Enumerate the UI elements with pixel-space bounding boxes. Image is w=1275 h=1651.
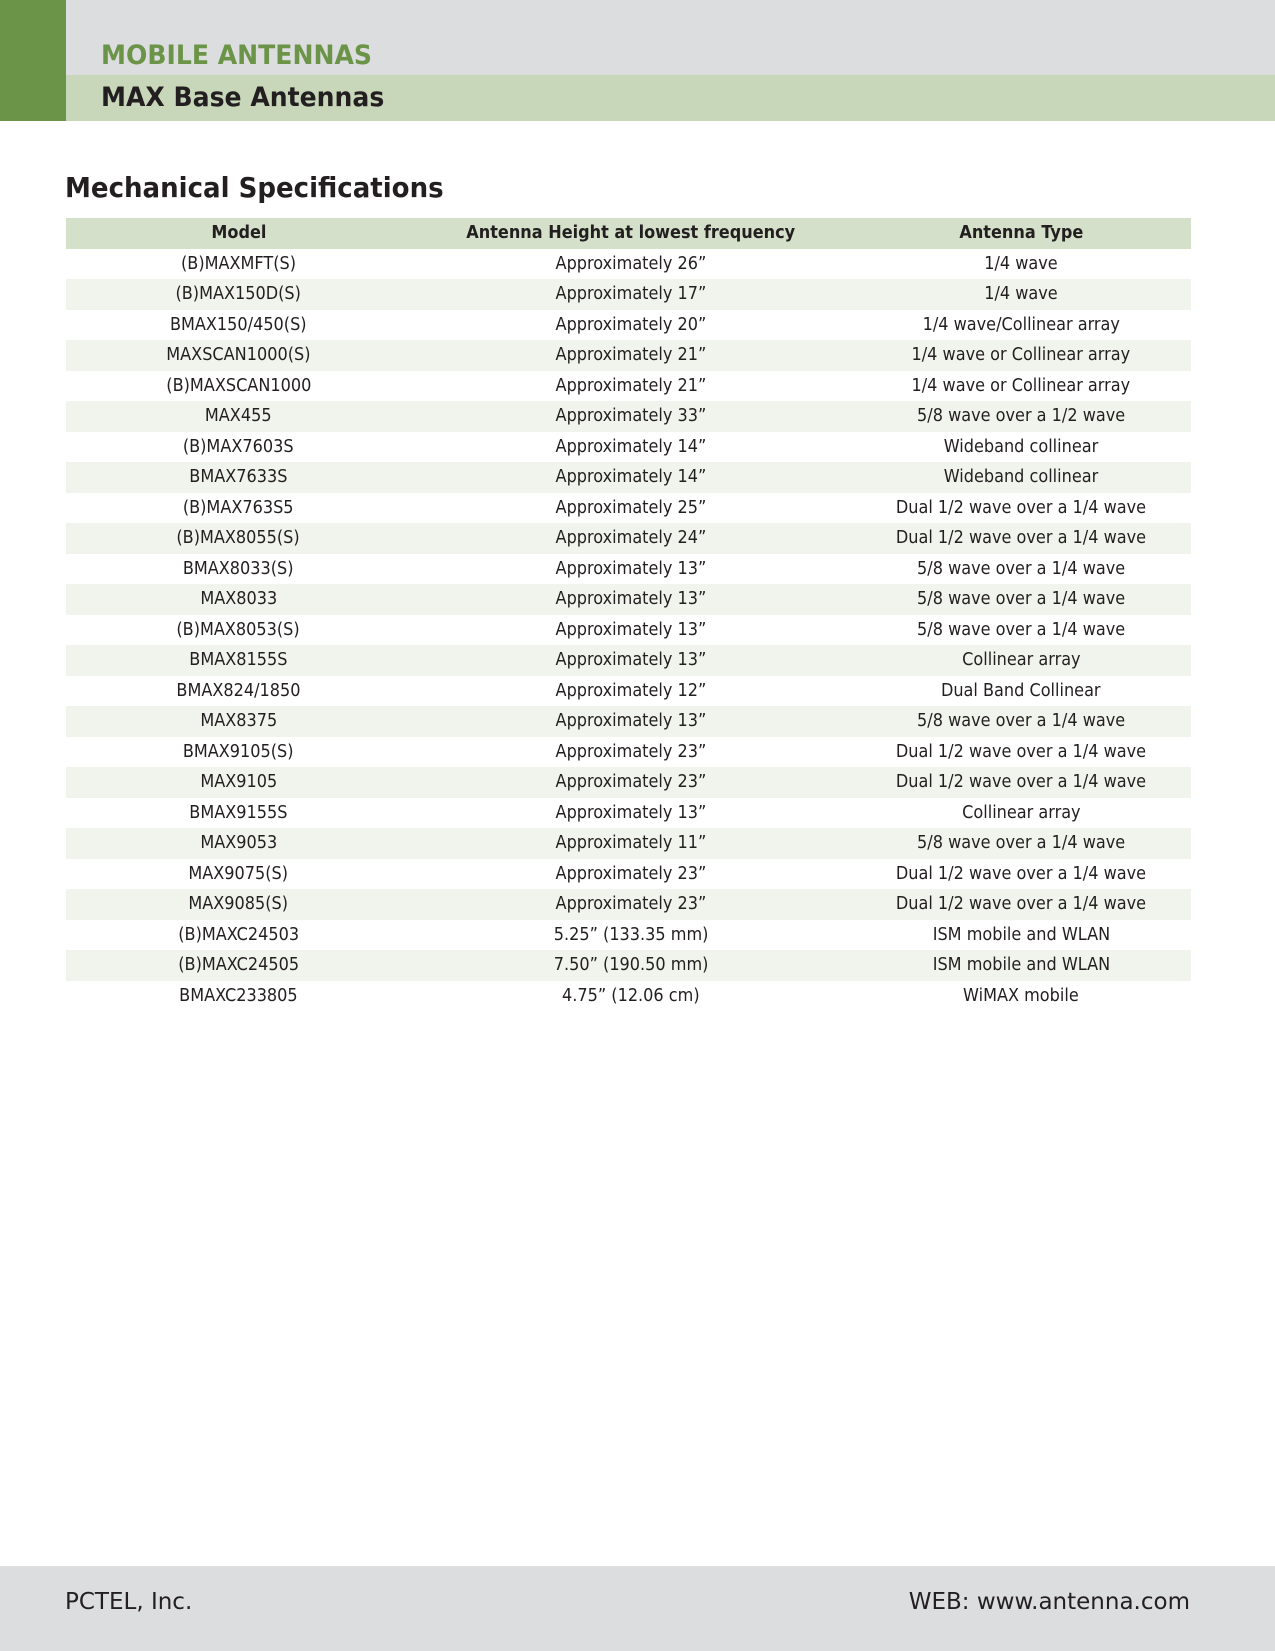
- antenna-height-cell: 4.75” (12.06 cm): [562, 985, 700, 1006]
- table-row: [66, 828, 1191, 859]
- antenna-height-cell: Approximately 12”: [555, 680, 707, 701]
- table-row: [66, 310, 1191, 341]
- antenna-type-cell: Dual 1/2 wave over a 1/4 wave: [895, 497, 1147, 518]
- antenna-height-cell: Approximately 23”: [411, 889, 851, 920]
- antenna-type-cell: Collinear array: [961, 802, 1081, 823]
- model-cell: BMAXC233805: [179, 985, 298, 1006]
- antenna-type-cell: 1/4 wave or Collinear array: [911, 375, 1131, 396]
- table-row: [66, 981, 1191, 1012]
- footer-company: PCTEL, Inc.: [65, 1589, 193, 1615]
- table-row: [66, 645, 1191, 676]
- antenna-height-cell: Approximately 33”: [411, 401, 851, 432]
- antenna-height-cell: Approximately 13”: [555, 558, 707, 579]
- antenna-height-cell: Approximately 11”: [411, 828, 851, 859]
- antenna-type-cell: 1/4 wave/Collinear array: [922, 314, 1120, 335]
- table-row: [66, 889, 1191, 920]
- column-header-antenna-type: Antenna Type: [851, 218, 1191, 249]
- antenna-type-cell: 5/8 wave over a 1/4 wave: [851, 828, 1191, 859]
- antenna-height-cell: Approximately 24”: [411, 523, 851, 554]
- antenna-type-cell: 5/8 wave over a 1/4 wave: [916, 619, 1126, 640]
- antenna-height-cell: Approximately 13”: [555, 802, 707, 823]
- antenna-type-cell: Dual 1/2 wave over a 1/4 wave: [895, 863, 1147, 884]
- antenna-height-cell: Approximately 23”: [411, 767, 851, 798]
- table-row: [66, 462, 1191, 493]
- antenna-height-cell: Approximately 14”: [411, 462, 851, 493]
- model-cell: (B)MAX7603S: [183, 436, 294, 457]
- antenna-type-cell: Collinear array: [851, 645, 1191, 676]
- model-cell: MAX9053: [66, 828, 411, 859]
- antenna-type-cell: Dual 1/2 wave over a 1/4 wave: [895, 741, 1147, 762]
- section-title: Mechanical Specifications: [65, 171, 444, 204]
- model-cell: MAX8033: [66, 584, 411, 615]
- model-cell: (B)MAX8055(S): [66, 523, 411, 554]
- table-row: [66, 737, 1191, 768]
- antenna-height-cell: 7.50” (190.50 mm): [411, 950, 851, 981]
- table-row: [66, 493, 1191, 524]
- model-cell: BMAX824/1850: [176, 680, 301, 701]
- antenna-height-cell: Approximately 13”: [555, 619, 707, 640]
- antenna-height-cell: Approximately 20”: [555, 314, 707, 335]
- antenna-type-cell: 5/8 wave over a 1/2 wave: [851, 401, 1191, 432]
- antenna-height-cell: Approximately 14”: [555, 436, 707, 457]
- antenna-height-cell: Approximately 23”: [555, 741, 707, 762]
- model-cell: BMAX7633S: [66, 462, 411, 493]
- antenna-type-cell: Dual 1/2 wave over a 1/4 wave: [851, 523, 1191, 554]
- model-cell: MAX9105: [66, 767, 411, 798]
- model-cell: BMAX8033(S): [183, 558, 294, 579]
- antenna-type-cell: 1/4 wave: [851, 279, 1191, 310]
- table-row: [66, 401, 1191, 432]
- column-header-antenna-height: Antenna Height at lowest frequency: [411, 218, 851, 249]
- header-accent-bar: [0, 0, 66, 121]
- model-cell: (B)MAX8053(S): [176, 619, 301, 640]
- table-row: [66, 676, 1191, 707]
- model-cell: MAX9075(S): [188, 863, 289, 884]
- column-header-model: Model: [66, 218, 411, 249]
- table-row: [66, 279, 1191, 310]
- antenna-height-cell: 5.25” (133.35 mm): [553, 924, 709, 945]
- model-cell: MAX9085(S): [66, 889, 411, 920]
- table-row: [66, 706, 1191, 737]
- antenna-type-cell: WiMAX mobile: [963, 985, 1079, 1006]
- antenna-height-cell: Approximately 13”: [411, 706, 851, 737]
- table-row: [66, 554, 1191, 585]
- antenna-type-cell: Wideband collinear: [851, 462, 1191, 493]
- table-row: [66, 950, 1191, 981]
- model-cell: (B)MAXSCAN1000: [165, 375, 312, 396]
- antenna-type-cell: Wideband collinear: [943, 436, 1099, 457]
- table-row: [66, 859, 1191, 890]
- antenna-type-cell: ISM mobile and WLAN: [932, 924, 1110, 945]
- table-row: [66, 249, 1191, 280]
- table-row: [66, 432, 1191, 463]
- antenna-height-cell: Approximately 21”: [411, 340, 851, 371]
- model-cell: (B)MAX150D(S): [66, 279, 411, 310]
- model-cell: MAXSCAN1000(S): [66, 340, 411, 371]
- specifications-table: [66, 218, 1191, 1011]
- table-row: [66, 340, 1191, 371]
- antenna-type-cell: 5/8 wave over a 1/4 wave: [851, 706, 1191, 737]
- model-cell: (B)MAXC24503: [178, 924, 299, 945]
- antenna-type-cell: 1/4 wave: [984, 253, 1058, 274]
- antenna-type-cell: 5/8 wave over a 1/4 wave: [916, 558, 1126, 579]
- table-row: [66, 615, 1191, 646]
- antenna-type-cell: Dual 1/2 wave over a 1/4 wave: [851, 889, 1191, 920]
- table-body: [66, 249, 1191, 1012]
- model-cell: BMAX9155S: [189, 802, 288, 823]
- model-cell: BMAX8155S: [66, 645, 411, 676]
- table-row: [66, 798, 1191, 829]
- table-header-row: [66, 218, 1191, 249]
- model-cell: MAX8375: [66, 706, 411, 737]
- antenna-height-cell: Approximately 13”: [411, 645, 851, 676]
- antenna-type-cell: ISM mobile and WLAN: [851, 950, 1191, 981]
- antenna-height-cell: Approximately 13”: [411, 584, 851, 615]
- model-cell: BMAX150/450(S): [170, 314, 307, 335]
- footer-web-address: WEB: www.antenna.com: [908, 1589, 1190, 1615]
- antenna-type-cell: Dual Band Collinear: [941, 680, 1101, 701]
- model-cell: MAX455: [66, 401, 411, 432]
- product-line-title: MAX Base Antennas: [101, 82, 385, 113]
- category-title: MOBILE ANTENNAS: [101, 40, 372, 71]
- antenna-type-cell: 1/4 wave or Collinear array: [851, 340, 1191, 371]
- table-row: [66, 371, 1191, 402]
- antenna-height-cell: Approximately 26”: [555, 253, 707, 274]
- table-row: [66, 767, 1191, 798]
- table-row: [66, 523, 1191, 554]
- model-cell: (B)MAXC24505: [66, 950, 411, 981]
- model-cell: BMAX9105(S): [183, 741, 294, 762]
- model-cell: (B)MAXMFT(S): [180, 253, 297, 274]
- table-row: [66, 584, 1191, 615]
- antenna-height-cell: Approximately 23”: [555, 863, 707, 884]
- table-row: [66, 920, 1191, 951]
- antenna-height-cell: Approximately 17”: [411, 279, 851, 310]
- antenna-type-cell: Dual 1/2 wave over a 1/4 wave: [851, 767, 1191, 798]
- antenna-type-cell: 5/8 wave over a 1/4 wave: [851, 584, 1191, 615]
- antenna-height-cell: Approximately 25”: [555, 497, 707, 518]
- antenna-height-cell: Approximately 21”: [555, 375, 707, 396]
- model-cell: (B)MAX763S5: [183, 497, 294, 518]
